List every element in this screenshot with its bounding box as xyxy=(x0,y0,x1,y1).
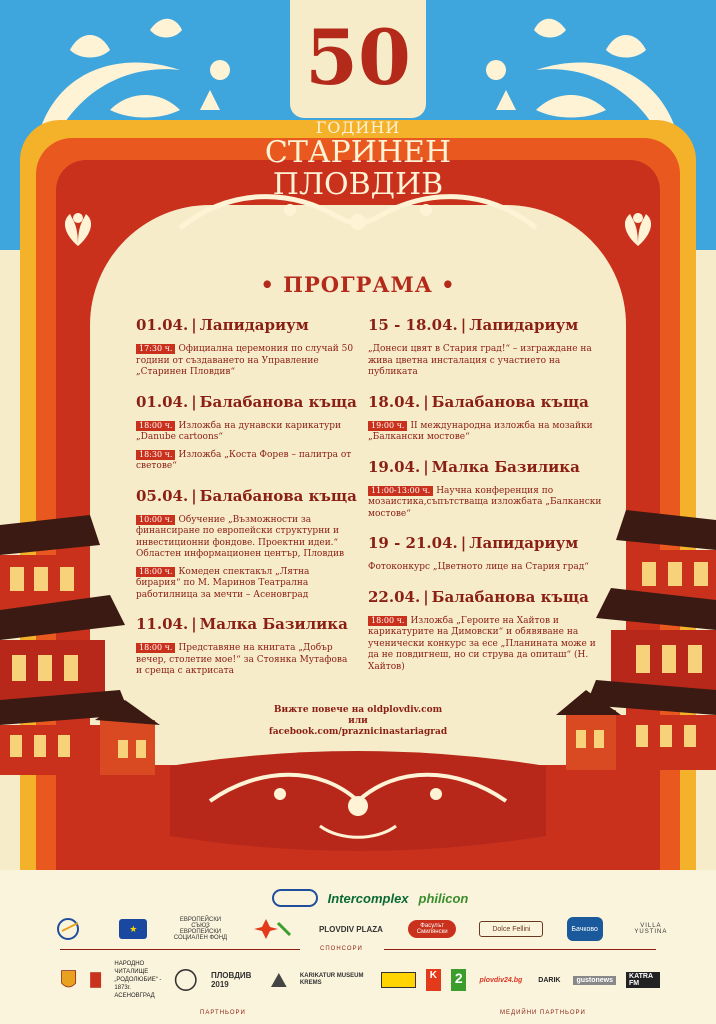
event-place: Балабанова къща xyxy=(431,392,589,411)
event-item xyxy=(368,344,608,379)
media-channel-2-logo: 2 xyxy=(451,969,466,991)
scroll-ornament xyxy=(170,188,546,248)
sponsor-smilyan: Фасулът Смилянски xyxy=(408,920,456,938)
museum-emblem-icon xyxy=(87,966,104,994)
event-time: 18:00 ч. xyxy=(136,421,175,431)
event-item xyxy=(136,515,356,561)
house-illustration-left xyxy=(0,515,160,785)
event-block xyxy=(368,393,608,444)
event-place: Балабанова къща xyxy=(199,486,357,505)
event-place: Лапидариум xyxy=(199,316,309,334)
partner-plovdiv-2019: ПЛОВДИВ 2019 xyxy=(210,971,252,989)
event-date: 01.04. xyxy=(136,392,189,411)
event-item xyxy=(368,421,608,444)
event-heading: 01.04. | Лапидариум xyxy=(136,316,309,334)
event-text: „Донеси цвят в Стария град!“ – изграждане на жива цветна инсталация с участието на публиката xyxy=(368,344,592,377)
event-text: Научна конференция по мозаистика,съпътстваща изложбата „Балкански мостове“ xyxy=(368,485,602,519)
flower-ornament-right xyxy=(616,208,660,248)
event-text: Официална церемония по случай 50 години от създаването на Управление „Старинен Пловдив“ xyxy=(136,344,354,377)
media-darik: DARIK xyxy=(538,976,561,984)
event-block xyxy=(136,316,356,379)
event-heading: 19 - 21.04. | Лапидариум xyxy=(368,534,579,552)
event-place: Балабанова къща xyxy=(199,392,357,411)
event-block xyxy=(136,615,356,678)
event-heading: 11.04. | Малка Базилика xyxy=(136,615,348,633)
event-block xyxy=(368,316,608,379)
event-item xyxy=(136,643,356,678)
event-heading: 15 - 18.04. | Лапидариум xyxy=(368,316,579,334)
event-date: 19 - 21.04. xyxy=(368,534,458,552)
event-date: 11.04. xyxy=(136,615,189,633)
event-date: 22.04. xyxy=(368,587,421,606)
event-place: Малка Базилика xyxy=(431,457,580,476)
partner-logo-circle-icon xyxy=(174,965,197,995)
main-sponsors-row xyxy=(240,886,500,910)
event-time: 18:00 ч. xyxy=(136,567,175,577)
program-title: • ПРОГРАМА • xyxy=(260,272,456,297)
sponsor-eu-text: ЕВРОПЕЙСКИ СЪЮЗ ЕВРОПЕЙСКИ СОЦИАЛЕН ФОНД xyxy=(173,917,228,941)
anniversary-number: 50 xyxy=(305,13,411,102)
event-item xyxy=(136,567,356,602)
divider-line xyxy=(384,949,656,950)
event-place: Лапидариум xyxy=(469,534,579,552)
event-heading: 18.04. | Балабанова къща xyxy=(368,392,589,411)
sponsors-row xyxy=(56,912,676,946)
house-illustration-right xyxy=(556,510,716,780)
more-info xyxy=(258,705,458,738)
event-text: Обучение „Възможности за финансиране по европейски структурни и инвестиционни фондове. Проектни идеи.“ Областен информационен център, Пловдив xyxy=(136,514,345,559)
sponsor-logo-emblem xyxy=(56,917,96,941)
event-time: 17:30 ч. xyxy=(136,344,175,354)
event-item xyxy=(136,450,356,473)
event-date: 05.04. xyxy=(136,486,189,505)
sponsor-bachkovo: Бачково xyxy=(567,917,603,941)
event-text: Комеден спектакъл „Лятна бирария“ по М. Маринов Театрална работилница за мечти – Асеновград xyxy=(136,566,310,600)
event-date: 01.04. xyxy=(136,316,189,334)
event-block xyxy=(136,393,356,473)
label-media-partners: МЕДИЙНИ ПАРТНЬОРИ xyxy=(500,1010,586,1016)
title-plovdiv: ПЛОВДИВ xyxy=(272,167,444,202)
event-text: Изложба „Героите на Хайтов и карикатурите на Димовски“ и обявяване на ученически конкурс за есе „Планината може и да не повдигнеш, но си струва да опиташ“ (Н. Хайтов) xyxy=(368,615,596,672)
event-text: Фотоконкурс „Цветното лице на Стария град“ xyxy=(368,562,589,572)
title-old: СТАРИНЕН xyxy=(264,135,452,170)
event-heading: 19.04. | Малка Базилика xyxy=(368,457,580,476)
event-time: 19:00 ч. xyxy=(368,421,407,431)
sponsor-intercomplex: Intercomplex xyxy=(327,890,409,906)
event-place: Лапидариум xyxy=(469,316,579,334)
event-text: Изложба „Коста Форев – палитра от светове“ xyxy=(136,449,352,471)
decorative-ribbon xyxy=(170,746,546,856)
partner-yellow-logo xyxy=(381,972,416,988)
plovdiv-municipality-emblem-icon xyxy=(60,966,77,994)
event-heading: 01.04. | Балабанова къща xyxy=(136,392,357,411)
partners-row xyxy=(60,956,660,1004)
flower-ornament-left xyxy=(56,208,100,248)
event-date: 19.04. xyxy=(368,457,421,476)
event-block xyxy=(136,487,356,602)
program-column-left xyxy=(136,316,356,692)
event-text: Представяне на книгата „Добър вечер, столетие мое!“ за Стоянка Мутафова и среща с актрисата xyxy=(136,643,348,676)
partner-mountain-icon xyxy=(271,969,287,991)
media-gustonews: gustonews xyxy=(573,976,616,985)
title-years: ГОДИНИ xyxy=(315,118,401,137)
media-k-logo: K xyxy=(426,969,441,991)
event-time: 18:00 ч. xyxy=(136,643,175,653)
event-heading: 05.04. | Балабанова къща xyxy=(136,486,357,505)
sponsor-dolce-fellini: Dolce Fellini xyxy=(479,921,543,937)
label-sponsors: СПОНСОРИ xyxy=(320,946,363,952)
event-date: 18.04. xyxy=(368,392,421,411)
more-info-facebook[interactable]: или facebook.com/praznicinastariagrad xyxy=(268,716,448,737)
event-text: Изложба на дунавски карикатури „Danube cartoons“ xyxy=(136,420,342,442)
event-heading: 22.04. | Балабанова къща xyxy=(368,587,589,606)
event-text: II международна изложба на мозайки „Балкански мостове“ xyxy=(368,420,593,442)
sponsor-philicon: philicon xyxy=(418,890,469,906)
event-time: 18:30 ч. xyxy=(136,450,175,460)
event-date: 15 - 18.04. xyxy=(368,316,458,334)
event-time: 11:00-13:00 ч. xyxy=(368,486,433,496)
divider-line xyxy=(60,949,300,950)
media-katra-fm: KATRA FM xyxy=(626,972,660,988)
eu-flag-icon: ★ xyxy=(119,919,147,939)
event-item xyxy=(136,344,356,379)
event-place: Малка Базилика xyxy=(199,615,348,633)
partner-karikatur-museum: KARIKATUR MUSEUM KREMS xyxy=(299,973,364,986)
event-place: Балабанова къща xyxy=(431,587,589,606)
sponsor-logo-circle xyxy=(272,889,318,907)
event-time: 10:00 ч. xyxy=(136,515,175,525)
event-time: 18:00 ч. xyxy=(368,616,407,626)
sponsor-villa-yustina: VILLA YUSTINA xyxy=(634,923,668,935)
event-item xyxy=(136,421,356,444)
sponsor-plovdiv-plaza: PLOVDIV PLAZA xyxy=(318,924,383,934)
label-partners: ПАРТНЬОРИ xyxy=(200,1010,246,1016)
media-plovdiv24: plovdiv24.bg xyxy=(479,976,523,984)
sponsor-logo-star xyxy=(254,917,294,941)
partner-chitalishte: НАРОДНО ЧИТАЛИЩЕ „РОДОЛЮБИЕ“ - 1873г. АСЕНОВГРАД xyxy=(114,961,162,999)
more-info-site[interactable]: Вижте повече на oldplovdiv.com xyxy=(273,705,443,715)
